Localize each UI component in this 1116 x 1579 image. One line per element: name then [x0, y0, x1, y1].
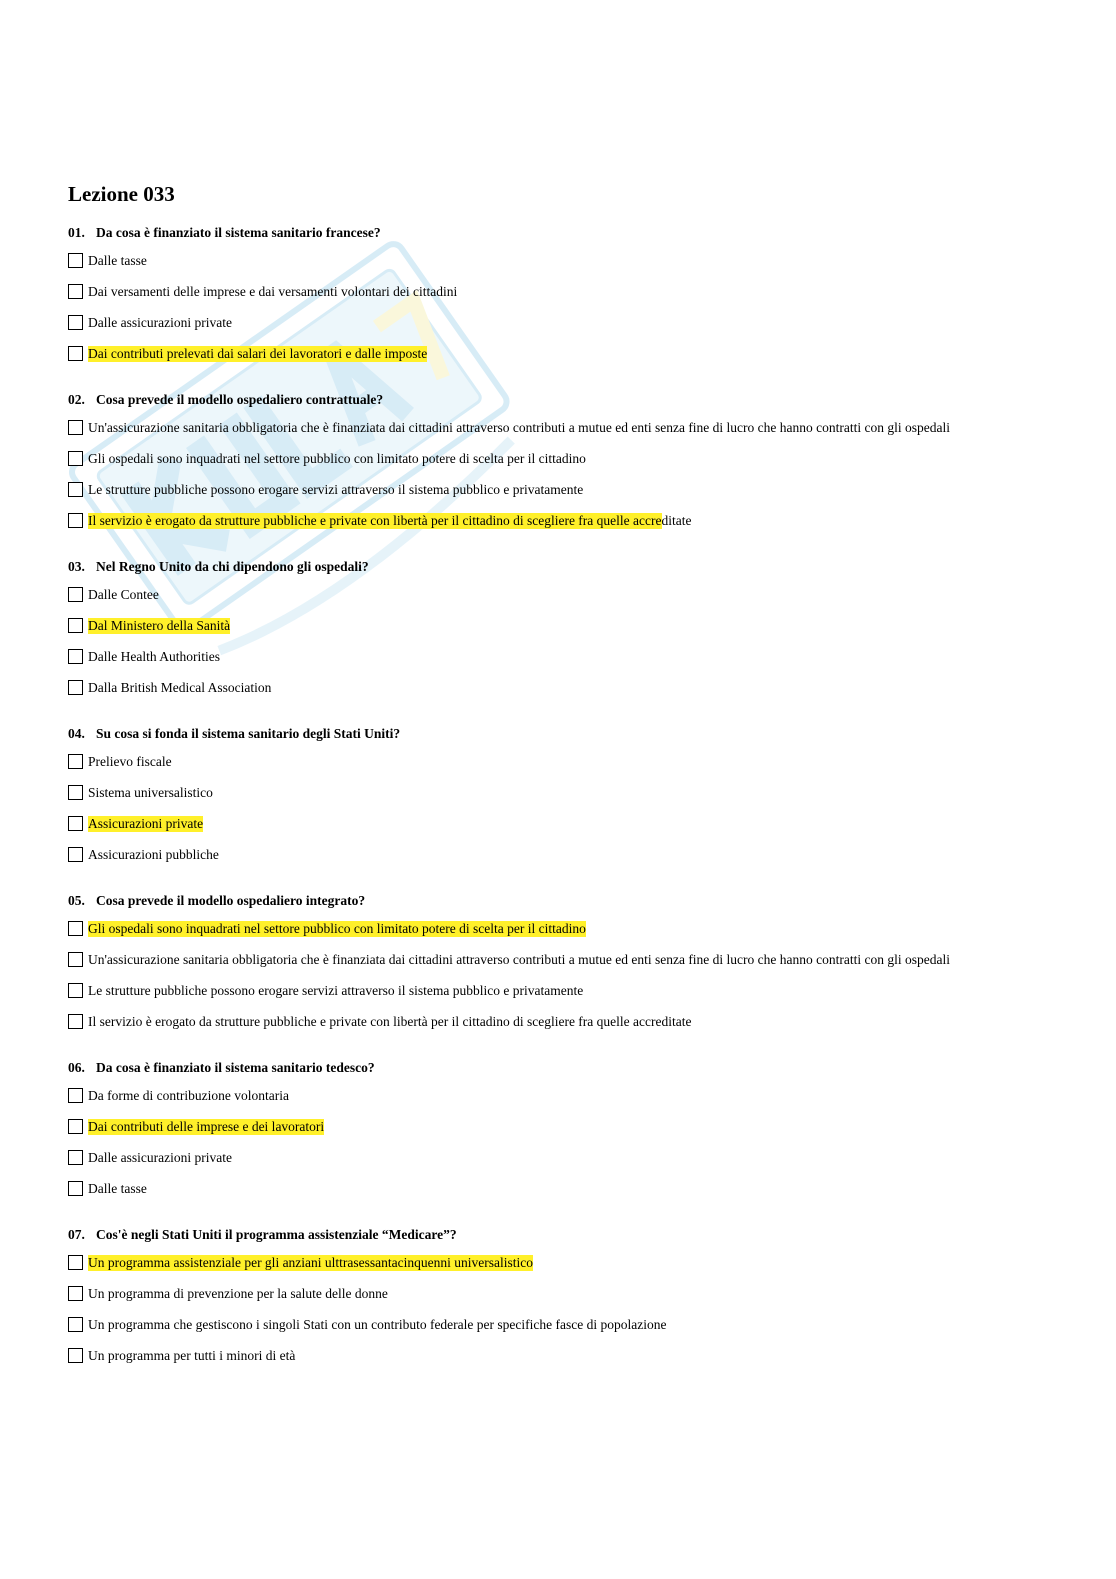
question-text: [68, 889, 1068, 913]
answer-option[interactable]: [68, 443, 1068, 474]
checkbox-icon[interactable]: [68, 680, 83, 695]
answer-label: Assicurazioni pubbliche: [88, 846, 219, 862]
answer-option[interactable]: [68, 579, 1068, 610]
question-number: 02.: [68, 392, 85, 407]
questions-list: [68, 221, 1068, 1371]
checkbox-icon[interactable]: [68, 346, 83, 361]
question-label: Cosa prevede il modello ospedaliero integrato?: [96, 893, 366, 908]
checkbox-icon[interactable]: [68, 451, 83, 466]
question-text: [68, 722, 1068, 746]
answer-option[interactable]: [68, 1309, 1068, 1340]
checkbox-icon[interactable]: [68, 847, 83, 862]
quiz-content: [68, 176, 1068, 1390]
answer-option[interactable]: [68, 913, 1068, 944]
answer-option[interactable]: [68, 641, 1068, 672]
answer-label: Dalle Health Authorities: [88, 648, 220, 664]
answer-label-highlighted: Assicurazioni private: [88, 815, 204, 831]
answer-option[interactable]: [68, 245, 1068, 276]
checkbox-icon[interactable]: [68, 1255, 83, 1270]
checkbox-icon[interactable]: [68, 482, 83, 497]
answer-label: Dalle assicurazioni private: [88, 314, 232, 330]
question-number: 04.: [68, 726, 85, 741]
question-block: [68, 555, 1068, 703]
answer-option[interactable]: [68, 276, 1068, 307]
checkbox-icon[interactable]: [68, 513, 83, 528]
checkbox-icon[interactable]: [68, 816, 83, 831]
answer-option[interactable]: [68, 505, 1068, 536]
answer-label: Un programma che gestiscono i singoli Stati con un contributo federale per specifiche fasce di popolazione: [88, 1316, 667, 1332]
checkbox-icon[interactable]: [68, 253, 83, 268]
question-text: [68, 388, 1068, 412]
checkbox-icon[interactable]: [68, 1348, 83, 1363]
question-label: Cosa prevede il modello ospedaliero contrattuale?: [96, 392, 384, 407]
answer-label: Le strutture pubbliche possono erogare servizi attraverso il sistema pubblico e privatamente: [88, 982, 584, 998]
checkbox-icon[interactable]: [68, 1014, 83, 1029]
answer-option[interactable]: [68, 412, 1068, 443]
answer-label-highlighted: Un programma assistenziale per gli anziani ulttrasessantacinquenni universalistico: [88, 1254, 533, 1270]
answer-option[interactable]: [68, 808, 1068, 839]
answer-label: Il servizio è erogato da strutture pubbliche e private con libertà per il cittadino di scegliere fra quelle accreditate: [88, 1013, 692, 1029]
answer-label-highlighted: Dai contributi delle imprese e dei lavoratori: [88, 1118, 325, 1134]
checkbox-icon[interactable]: [68, 1181, 83, 1196]
answer-label: Dalla British Medical Association: [88, 679, 272, 695]
question-block: [68, 889, 1068, 1037]
checkbox-icon[interactable]: [68, 284, 83, 299]
question-text: [68, 555, 1068, 579]
question-text: [68, 1223, 1068, 1247]
question-block: [68, 388, 1068, 536]
answer-option[interactable]: [68, 839, 1068, 870]
checkbox-icon[interactable]: [68, 587, 83, 602]
checkbox-icon[interactable]: [68, 983, 83, 998]
answer-option[interactable]: [68, 338, 1068, 369]
answer-label: Un'assicurazione sanitaria obbligatoria che è finanziata dai cittadini attraverso contributi a mutue ed enti senza fine di lucro che hanno contratti con gli ospedali: [88, 419, 950, 435]
answer-option[interactable]: [68, 975, 1068, 1006]
question-label: Da cosa è finanziato il sistema sanitario tedesco?: [96, 1060, 375, 1075]
question-text: [68, 1056, 1068, 1080]
checkbox-icon[interactable]: [68, 1088, 83, 1103]
answer-label: Un programma per tutti i minori di età: [88, 1347, 296, 1363]
answer-label-highlighted: Dai contributi prelevati dai salari dei lavoratori e dalle imposte: [88, 345, 428, 361]
answer-label: Dai versamenti delle imprese e dai versamenti volontari dei cittadini: [88, 283, 458, 299]
checkbox-icon[interactable]: [68, 952, 83, 967]
checkbox-icon[interactable]: [68, 420, 83, 435]
question-label: Nel Regno Unito da chi dipendono gli ospedali?: [96, 559, 369, 574]
answer-label: Le strutture pubbliche possono erogare servizi attraverso il sistema pubblico e privatamente: [88, 481, 584, 497]
lesson-title: Lezione 033: [68, 182, 175, 206]
answer-label: Dalle Contee: [88, 586, 159, 602]
question-label: Cos'è negli Stati Uniti il programma assistenziale “Medicare”?: [96, 1227, 457, 1242]
question-block: [68, 221, 1068, 369]
question-number: 06.: [68, 1060, 85, 1075]
question-block: [68, 1223, 1068, 1371]
question-block: [68, 722, 1068, 870]
checkbox-icon[interactable]: [68, 1119, 83, 1134]
answer-label-highlighted: Il servizio è erogato da strutture pubbliche e private con libertà per il cittadino di scegliere fra quelle accre: [88, 512, 662, 528]
answer-label: Prelievo fiscale: [88, 753, 172, 769]
answer-label: Dalle tasse: [88, 252, 147, 268]
checkbox-icon[interactable]: [68, 785, 83, 800]
answer-label: Un'assicurazione sanitaria obbligatoria che è finanziata dai cittadini attraverso contributi a mutue ed enti senza fine di lucro che hanno contratti con gli ospedali: [88, 951, 950, 967]
checkbox-icon[interactable]: [68, 1150, 83, 1165]
answer-option[interactable]: [68, 672, 1068, 703]
question-text: [68, 221, 1068, 245]
checkbox-icon[interactable]: [68, 315, 83, 330]
answer-option[interactable]: [68, 944, 1068, 975]
checkbox-icon[interactable]: [68, 649, 83, 664]
answer-label: Dalle tasse: [88, 1180, 147, 1196]
answer-label: Dalle assicurazioni private: [88, 1149, 232, 1165]
answer-label: Sistema universalistico: [88, 784, 213, 800]
answer-label: Un programma di prevenzione per la salute delle donne: [88, 1285, 388, 1301]
answer-option[interactable]: [68, 1173, 1068, 1204]
checkbox-icon[interactable]: [68, 618, 83, 633]
checkbox-icon[interactable]: [68, 754, 83, 769]
question-block: [68, 1056, 1068, 1204]
answer-option[interactable]: [68, 1142, 1068, 1173]
answer-option[interactable]: [68, 746, 1068, 777]
answer-label-highlighted: Dal Ministero della Sanità: [88, 617, 231, 633]
answer-option[interactable]: [68, 474, 1068, 505]
answer-label: Gli ospedali sono inquadrati nel settore pubblico con limitato potere di scelta per il cittadino: [88, 450, 586, 466]
answer-option[interactable]: [68, 777, 1068, 808]
answer-label: Da forme di contribuzione volontaria: [88, 1087, 289, 1103]
question-number: 07.: [68, 1227, 85, 1242]
checkbox-icon[interactable]: [68, 1286, 83, 1301]
question-number: 01.: [68, 225, 85, 240]
checkbox-icon[interactable]: [68, 921, 83, 936]
answer-option[interactable]: [68, 610, 1068, 641]
answer-option[interactable]: [68, 1247, 1068, 1278]
answer-label-rest: ditate: [661, 512, 692, 528]
answer-option[interactable]: [68, 1111, 1068, 1142]
answer-label-highlighted: Gli ospedali sono inquadrati nel settore pubblico con limitato potere di scelta per il cittadino: [88, 920, 586, 936]
answer-option[interactable]: [68, 1278, 1068, 1309]
question-label: Su cosa si fonda il sistema sanitario degli Stati Uniti?: [96, 726, 401, 741]
question-number: 03.: [68, 559, 85, 574]
question-number: 05.: [68, 893, 85, 908]
answer-option[interactable]: [68, 1080, 1068, 1111]
answer-option[interactable]: [68, 1006, 1068, 1037]
answer-option[interactable]: [68, 1340, 1068, 1371]
answer-option[interactable]: [68, 307, 1068, 338]
question-label: Da cosa è finanziato il sistema sanitario francese?: [96, 225, 381, 240]
checkbox-icon[interactable]: [68, 1317, 83, 1332]
